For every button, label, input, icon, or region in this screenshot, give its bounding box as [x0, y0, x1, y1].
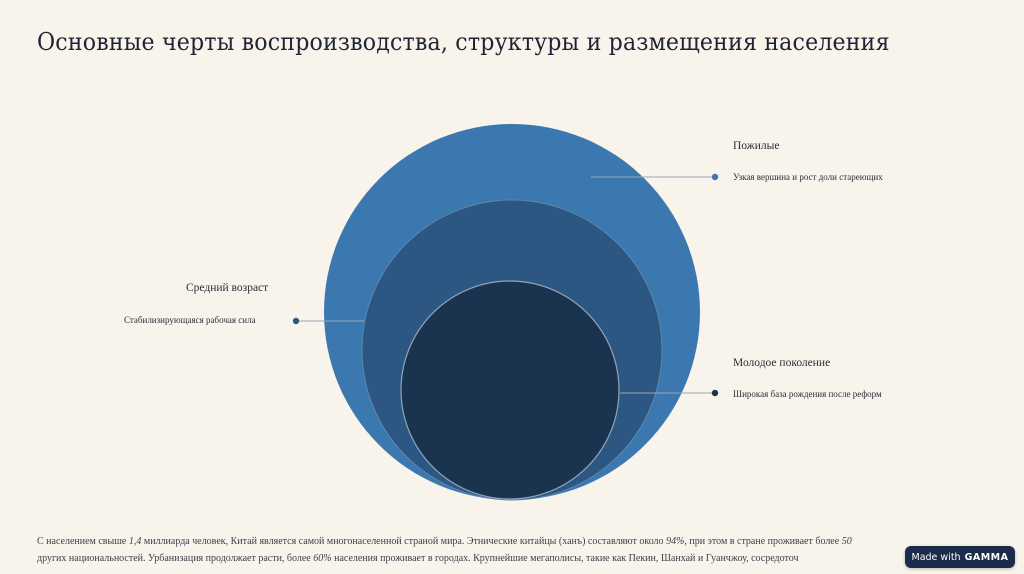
footer-line-1: С населением свыше 1,4 миллиарда человек, Китай является самой многонаселенной страной мира. Этнические китайцы (ханъ) составляют около 94%, при этом в стране проживает более 50 — [37, 536, 852, 547]
footer-paragraph — [37, 533, 997, 567]
inner-circle-young — [401, 281, 619, 499]
footer-line-2: других национальностей. Урбанизация продолжает расти, более 60% населения проживает в городах. Крупнейшие мегаполисы, такие как Пекин, Шанхай и Гуанчжоу, сосредоточ — [37, 553, 799, 564]
stat-nationalities: 50 — [841, 536, 852, 547]
connector-dot-elderly — [712, 174, 718, 180]
stat-han-share: 94% — [666, 536, 685, 547]
page-title: Основные черты воспроизводства, структуры и размещения населения — [37, 28, 890, 56]
label-young-heading: Молодое поколение — [733, 357, 831, 369]
label-elderly-description: Узкая вершина и рост доли стареющих — [733, 172, 883, 182]
label-middle-age-description: Стабилизирующаяся рабочая сила — [124, 315, 256, 325]
badge-brand: GAMMA — [964, 551, 1009, 563]
stat-population: 1,4 — [128, 536, 142, 547]
stat-urban-share: 60% — [313, 553, 332, 564]
connector-dot-young — [712, 390, 718, 396]
label-middle-age-heading: Средний возраст — [186, 282, 269, 294]
label-young-description: Широкая база рождения после реформ — [733, 389, 882, 399]
connector-dot-middle-age — [293, 318, 299, 324]
made-with-gamma-badge[interactable] — [905, 546, 1015, 568]
label-elderly-heading: Пожилые — [733, 140, 780, 152]
badge-prefix: Made with — [911, 551, 961, 563]
